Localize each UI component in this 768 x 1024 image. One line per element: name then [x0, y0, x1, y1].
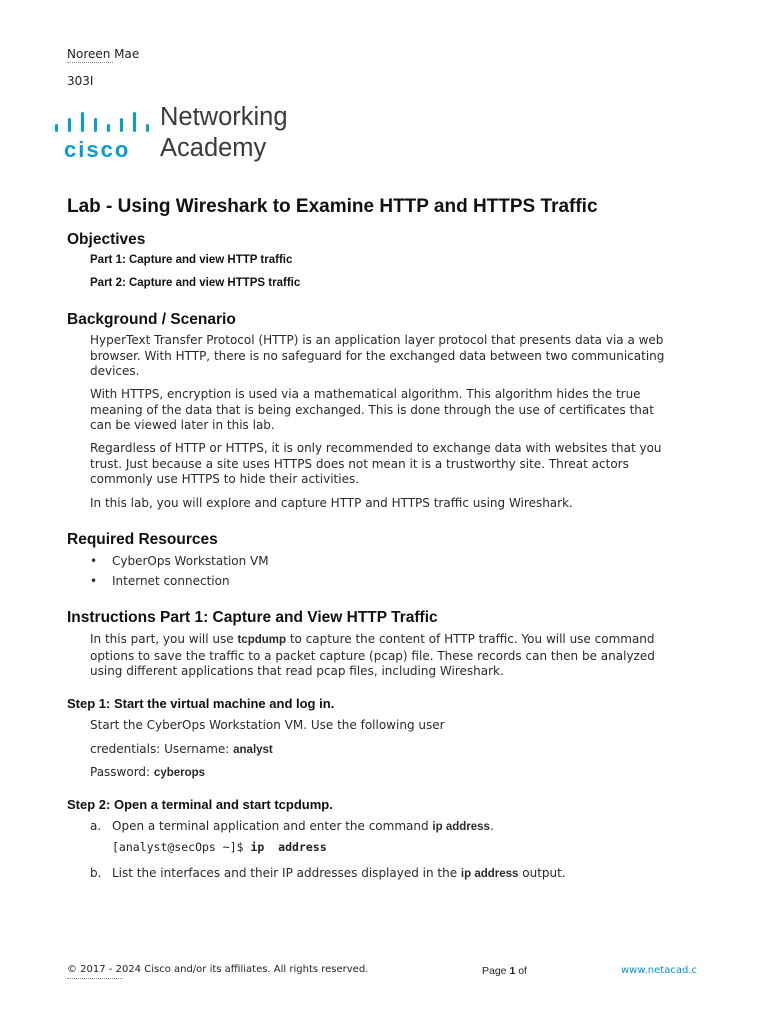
- logo-line-academy: Academy: [160, 134, 267, 162]
- bullet: •: [90, 574, 98, 588]
- objective-part-1: Part 1: Capture and view HTTP traffic: [90, 254, 293, 266]
- step-2b-text: List the interfaces and their IP addresses displayed in the ip address output.: [112, 866, 566, 880]
- command-text: tcpdump: [237, 634, 287, 646]
- background-paragraph-2: With HTTPS, encryption is used via a mathematical algorithm. This algorithm hides the true meaning of the data that is being exchanged. This is done through the use of certificates that can be viewed later in this lab.: [90, 387, 654, 432]
- cisco-bridge-icon: [54, 109, 154, 139]
- instructions-paragraph: In this part, you will use tcpdump to capture the content of HTTP traffic. You will use command options to save the traffic to a packet capture (pcap) file. These records can then be analyzed using different applications that read pcap files, including Wireshark.: [90, 632, 655, 678]
- background-paragraph-4: In this lab, you will explore and capture HTTP and HTTPS traffic using Wireshark.: [90, 496, 573, 510]
- command-text: ip address: [460, 868, 519, 880]
- clipped-text-remnant: [67, 62, 117, 64]
- step-2-heading: Step 2: Open a terminal and start tcpdump.: [67, 797, 333, 812]
- password-line: Password: cyberops: [90, 765, 206, 779]
- step-1-heading: Step 1: Start the virtual machine and log in.: [67, 696, 335, 711]
- resource-item: • CyberOps Workstation VM: [90, 554, 269, 568]
- step-2b-marker: b.: [90, 866, 102, 880]
- section-code: 303I: [67, 74, 94, 88]
- resource-item: • Internet connection: [90, 574, 230, 588]
- footer-url-link[interactable]: www.netacad.c: [621, 965, 697, 976]
- cisco-networking-academy-logo: [54, 105, 314, 167]
- password-value: cyberops: [153, 767, 206, 779]
- credentials-line: credentials: Username: analyst: [90, 742, 273, 756]
- logo-line-networking: Networking: [160, 103, 288, 131]
- footer-copyright: © 2017 - 2024 Cisco and/or its affiliates. All rights reserved.: [67, 964, 369, 975]
- author-name: Noreen Mae: [67, 47, 140, 61]
- objective-part-2: Part 2: Capture and view HTTPS traffic: [90, 277, 301, 289]
- terminal-prompt-line: [analyst@secOps ~]$ ip address: [112, 840, 327, 854]
- resources-heading: Required Resources: [67, 531, 218, 548]
- background-paragraph-1: HyperText Transfer Protocol (HTTP) is an application layer protocol that presents data via a web browser. With HTTP, there is no safeguard for the exchanged data between two communicating devices.: [90, 333, 665, 378]
- step-2a-text: Open a terminal application and enter the command ip address.: [112, 819, 494, 833]
- command-text: ip address: [432, 821, 490, 833]
- footer-page-number: Page 1 of: [482, 965, 527, 977]
- background-heading: Background / Scenario: [67, 311, 236, 328]
- objectives-heading: Objectives: [67, 231, 146, 248]
- step-2a-marker: a.: [90, 819, 102, 833]
- step-1-line: Start the CyberOps Workstation VM. Use the following user: [90, 718, 445, 732]
- background-paragraph-3: Regardless of HTTP or HTTPS, it is only recommended to exchange data with websites that you trust. Just because a site uses HTTPS does not mean it is a trustworthy site. Threat actors commonly use HTTPS to hide their activities.: [90, 441, 662, 486]
- bullet: •: [90, 554, 98, 568]
- clipped-text-remnant: [67, 978, 127, 980]
- cisco-wordmark: cisco: [64, 137, 131, 162]
- lab-title: Lab - Using Wireshark to Examine HTTP and HTTPS Traffic: [67, 196, 598, 217]
- instructions-heading: Instructions Part 1: Capture and View HTTP Traffic: [67, 609, 438, 626]
- command-text: ip address: [250, 840, 327, 854]
- username-value: analyst: [233, 744, 273, 756]
